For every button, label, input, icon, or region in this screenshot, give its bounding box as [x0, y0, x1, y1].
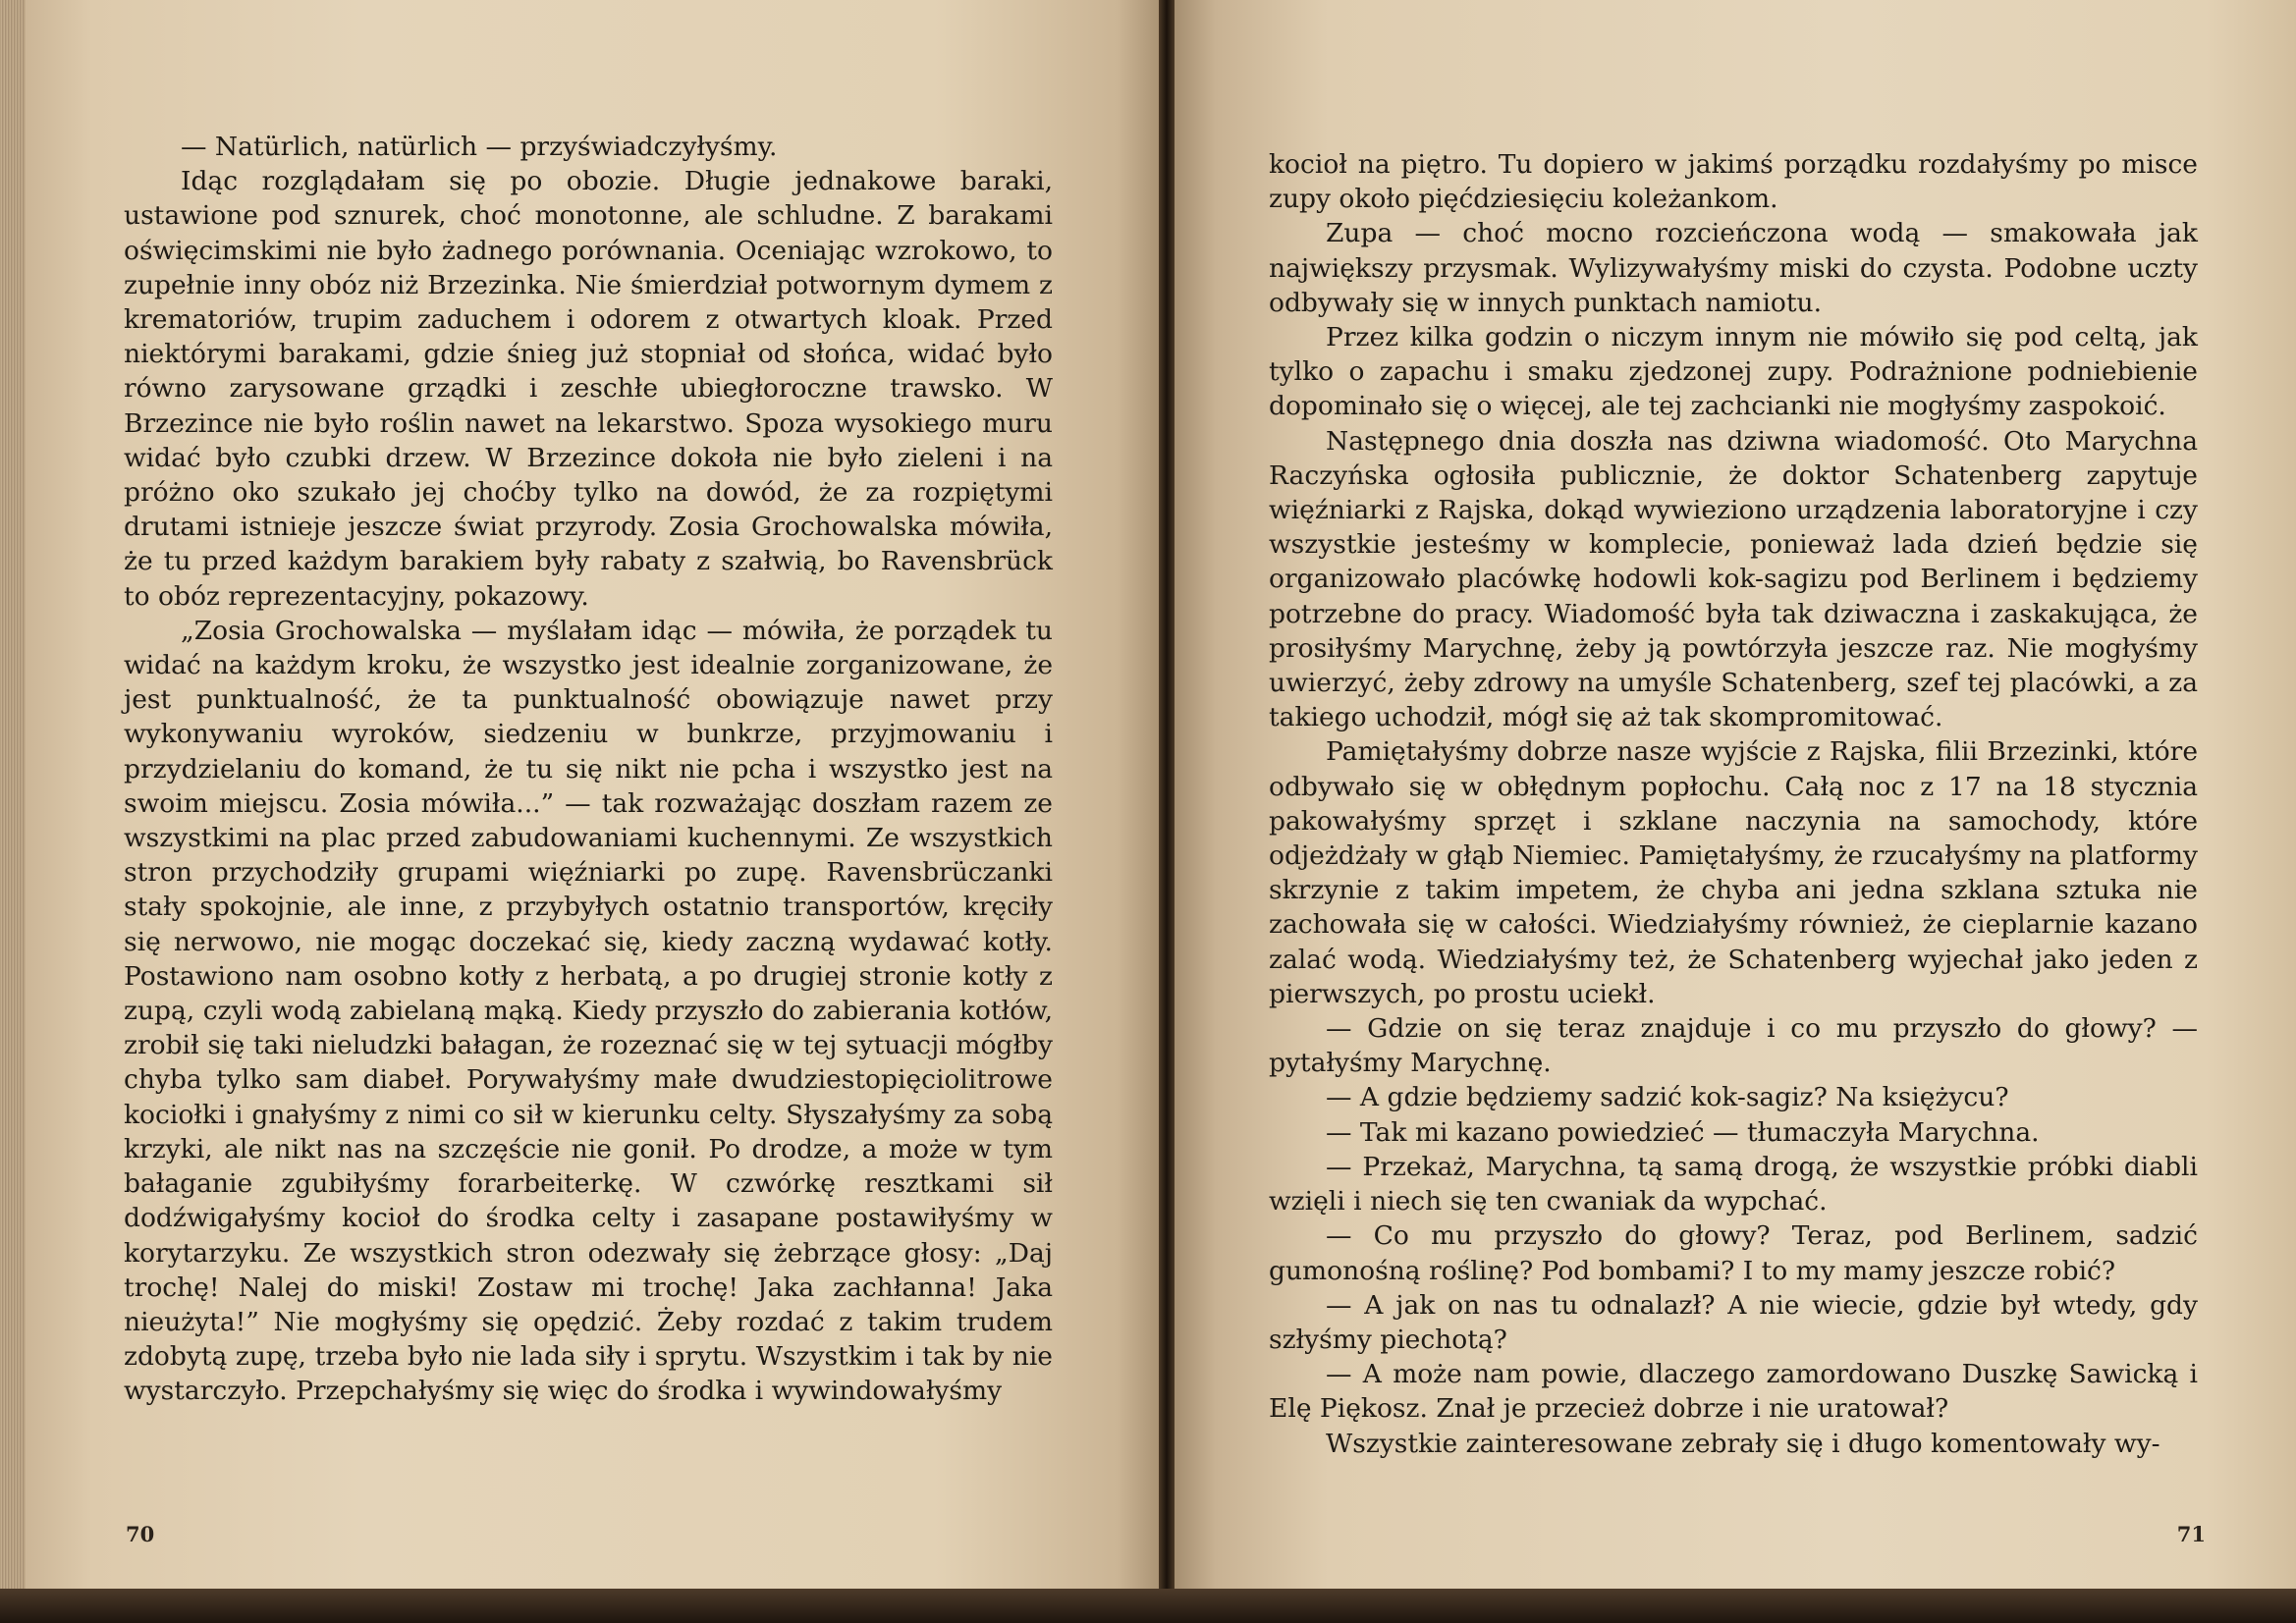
right-page	[1171, 0, 2296, 1591]
paragraph: „Zosia Grochowalska — myślałam idąc — mówiła, że porządek tu widać na każdym kroku, że wszystko jest idealnie zorganizowane, że jest punktualność, że ta punktualność obowiązuje nawet przy wykonywaniu wyroków, siedzeniu w bunkrze, przyjmowaniu i przydzielaniu do komand, że tu się nikt nie pcha i wszystko jest na swoim miejscu. Zosia mówiła...” — tak rozważając doszłam razem ze wszystkimi na plac przed zabudowaniami kuchennymi. Ze wszystkich stron przychodziły grupami więźniarki po zupę. Ravensbrüczanki stały spokojnie, ale inne, z przybyłych ostatnio transportów, kręciły się nerwowo, nie mogąc doczekać się, kiedy zaczną wydawać kotły. Postawiono nam osobno kotły z herbatą, a po drugiej stronie kotły z zupą, czyli wodą zabielaną mąką. Kiedy przyszło do zabierania kotłów, zrobił się taki nieludzki bałagan, że rozeznać się w tej sytuacji mógłby chyba tylko sam diabeł. Porywałyśmy małe dwudziestopięciolitrowe kociołki i gnałyśmy z nimi co sił w kierunku celty. Słyszałyśmy za sobą krzyki, ale nikt nas na szczęście nie gonił. Po drodze, a może w tym bałaganie zgubiłyśmy forarbeiterkę. W czwórkę resztkami sił dodźwigałyśmy kocioł do środka celty i zasapane postawiłyśmy w korytarzyku. Ze wszystkich stron odezwały się żebrzące głosy: „Daj trochę! Nalej do miski! Zostaw mi trochę! Jaka zachłanna! Jaka nieużyta!” Nie mogłyśmy się opędzić. Żeby rozdać z takim trudem zdobytą zupę, trzeba było nie lada siły i sprytu. Wszystkim i tak by nie wystarczyło. Przepchałyśmy się więc do środka i wywindowałyśmy	[124, 615, 1053, 1407]
left-page	[24, 0, 1163, 1591]
dialogue-line: — A jak on nas tu odnalazł? A nie wiecie, gdzie był wtedy, gdy szłyśmy piechotą?	[1269, 1289, 2198, 1355]
page-number-right: 71	[2176, 1521, 2206, 1546]
dialogue-line: — A gdzie będziemy sadzić kok-sagiz? Na księżycu?	[1326, 1082, 2009, 1113]
paragraph: Wszystkie zainteresowane zebrały się i długo komentowały wy-	[1326, 1428, 2160, 1459]
dialogue-line: — Gdzie on się teraz znajduje i co mu przyszło do głowy? — pytałyśmy Marychnę.	[1269, 1013, 2198, 1079]
dialogue-line: — A może nam powie, dlaczego zamordowano Duszkę Sawicką i Elę Piękosz. Znał je przecież dobrze i nie uratował?	[1269, 1359, 2198, 1425]
paragraph: — Natürlich, natürlich — przyświadczyłyśmy.	[181, 132, 778, 162]
left-page-text	[124, 130, 1053, 1409]
dialogue-line: — Przekaż, Marychna, tą samą drogą, że wszystkie próbki diabli wzięli i niech się ten cwaniak da wypchać.	[1269, 1151, 2198, 1217]
page-edge-stack	[0, 0, 26, 1591]
bottom-shadow	[0, 1589, 2296, 1623]
dialogue-line: — Tak mi kazano powiedzieć — tłumaczyła Marychna.	[1326, 1116, 2040, 1148]
book-gutter	[1159, 0, 1175, 1596]
paragraph: Idąc rozglądałam się po obozie. Długie jednakowe baraki, ustawione pod sznurek, choć monotonne, ale schludne. Z barakami oświęcimskimi nie było żadnego porównania. Oceniając wzrokowo, to zupełnie inny obóz niż Brzezinka. Nie śmierdział potwornym dymem z krematoriów, trupim zaduchem i odorem z otwartych kloak. Przed niektórymi barakami, gdzie śnieg już stopniał od słońca, widać było równo zarysowane grządki i zeschłe ubiegłoroczne trawsko. W Brzezince nie było roślin nawet na lekarstwo. Spoza wysokiego muru widać było czubki drzew. W Brzezince dokoła nie było zieleni i na próżno oko szukało jej choćby tylko na dowód, że za rozpiętymi drutami istnieje jeszcze świat przyrody. Zosia Grochowalska mówiła, że tu przed każdym barakiem były rabaty z szałwią, bo Ravensbrück to obóz reprezentacyjny, pokazowy.	[124, 166, 1053, 612]
paragraph: Następnego dnia doszła nas dziwna wiadomość. Oto Marychna Raczyńska ogłosiła publicznie, że doktor Schatenberg zapytuje więźniarki z Rajska, dokąd wywieziono urządzenia laboratoryjne i czy wszystkie jesteśmy w komplecie, ponieważ lada dzień będzie się organizowało placówkę hodowli kok-sagizu pod Berlinem i będziemy potrzebne do pracy. Wiadomość była tak dziwaczna i zaskakująca, że prosiłyśmy Marychnę, żeby ją powtórzyła jeszcze raz. Nie mogłyśmy uwierzyć, żeby zdrowy na umyśle Schatenberg, szef tej placówki, a za takiego uchodził, mógł się aż tak skompromitować.	[1269, 425, 2198, 733]
right-page-text	[1269, 147, 2198, 1461]
dialogue-line: — Co mu przyszło do głowy? Teraz, pod Berlinem, sadzić gumonośną roślinę? Pod bombami? I to my mamy jeszcze robić?	[1269, 1220, 2198, 1286]
paragraph: Zupa — choć mocno rozcieńczona wodą — smakowała jak największy przysmak. Wylizywałyśmy miski do czysta. Podobne uczty odbywały się w innych punktach namiotu.	[1269, 218, 2198, 318]
paragraph: Pamiętałyśmy dobrze nasze wyjście z Rajska, filii Brzezinki, które odbywało się w obłędnym popłochu. Całą noc z 17 na 18 stycznia pakowałyśmy sprzęt i szklane naczynia na samochody, które odjeżdżały w głąb Niemiec. Pamiętałyśmy, że rzucałyśmy na platformy skrzynie z takim impetem, że chyba ani jedna szklana sztuka nie zachowała się w całości. Wiedziałyśmy również, że cieplarnie kazano zalać wodą. Wiedziałyśmy też, że Schatenberg wyjechał jako jeden z pierwszych, po prostu uciekł.	[1269, 736, 2198, 1009]
page-number-left: 70	[126, 1521, 155, 1546]
paragraph: Przez kilka godzin o niczym innym nie mówiło się pod celtą, jak tylko o zapachu i smaku zjedzonej zupy. Podrażnione podniebienie dopominało się o więcej, ale tej zachcianki nie mogłyśmy zaspokoić.	[1269, 322, 2198, 422]
paragraph: kocioł na piętro. Tu dopiero w jakimś porządku rozdałyśmy po misce zupy około pięćdziesięciu koleżankom.	[1269, 149, 2198, 215]
